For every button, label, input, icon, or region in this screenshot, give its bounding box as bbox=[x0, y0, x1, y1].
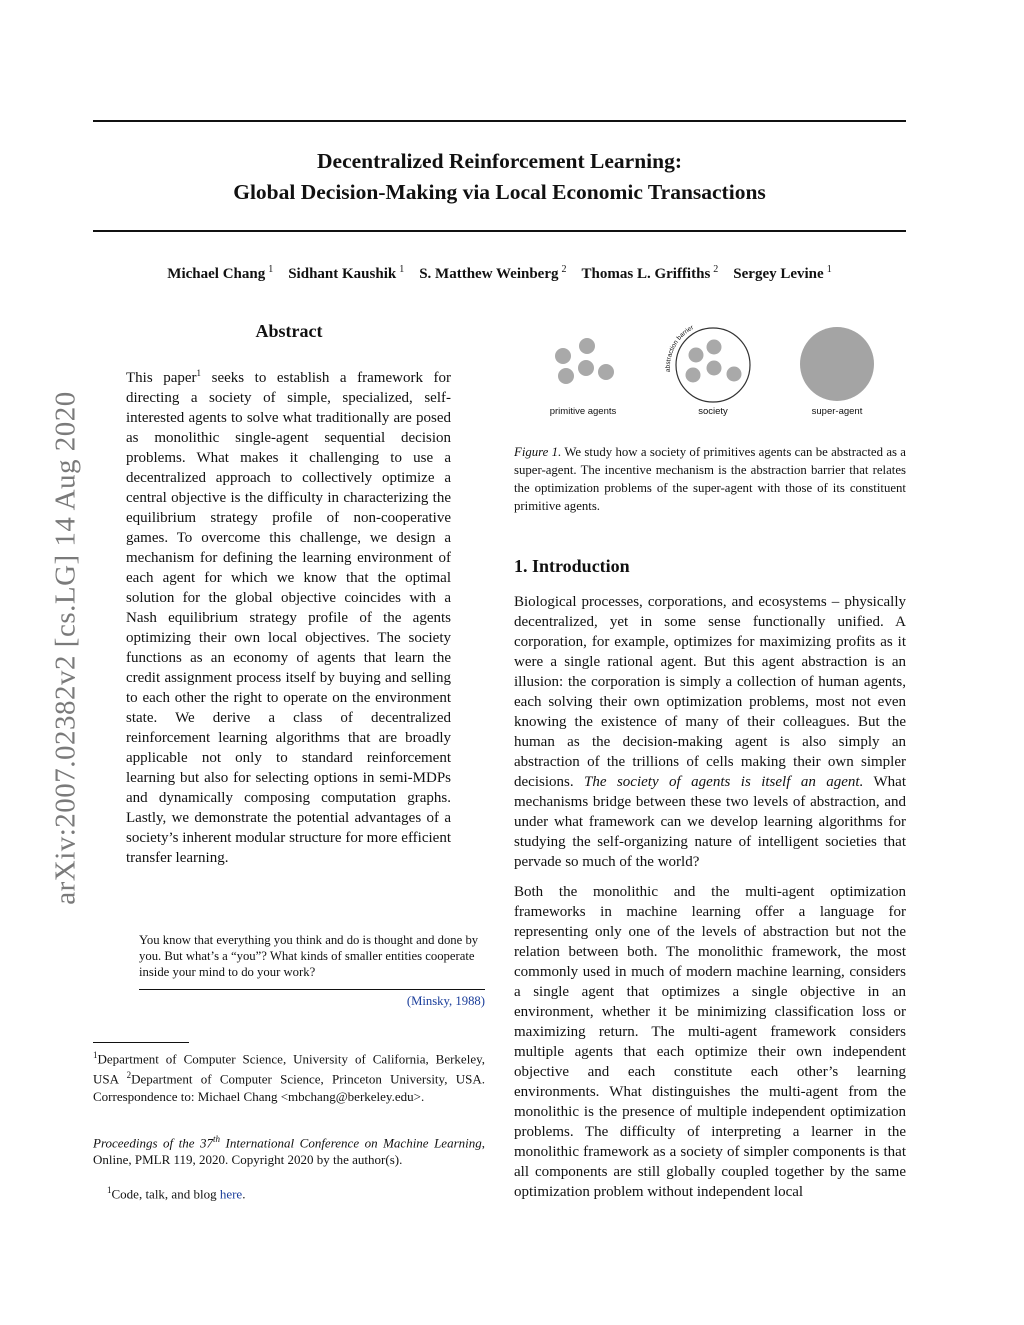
author-name: Thomas L. Griffiths bbox=[581, 266, 711, 282]
society-agent bbox=[707, 361, 722, 376]
epigraph-rule bbox=[139, 989, 485, 990]
author-name: Sergey Levine bbox=[733, 266, 824, 282]
society-agent bbox=[689, 348, 704, 363]
author-affiliation: 1 bbox=[268, 264, 274, 275]
abstraction-barrier-label: abstraction barrier bbox=[664, 324, 695, 373]
introduction-heading: 1. Introduction bbox=[514, 556, 630, 576]
figure-label-super-agent: super-agent bbox=[811, 406, 863, 417]
introduction-paragraph-2 bbox=[514, 882, 906, 1202]
proceedings-italic: Proceedings of the bbox=[93, 1135, 201, 1151]
author-affiliation: 2 bbox=[561, 264, 567, 275]
primitive-agent bbox=[558, 368, 574, 384]
intro-p1-emphasis: The society of agents is itself an agent. bbox=[584, 774, 864, 790]
introduction-paragraph-1 bbox=[514, 592, 906, 872]
intro-p2-text: Both the monolithic and the multi-agent optimization frameworks in machine learning offer a language for representing only one of the levels of abstraction but not the relation between both. The monolithic framework, the most commonly used in much of modern machine learning, considers a single agent that optimizes a single objective in an environment, whether it be minimizing classification loss or maximizing return. The multi-agent framework considers multiple agents that each optimize their own independent objective and each constitute each other’s learning environments. What distinguishes the multi-agent from the monolithic is the presence of multiple independent optimization problems. The difficulty of interpreting a learner in the monolithic framework as a society of simpler components is that all components are still globally coupled together by the same optimization problem without independent local bbox=[514, 884, 906, 1200]
paper-title bbox=[93, 146, 906, 208]
primitive-agent bbox=[578, 360, 594, 376]
author-name: Michael Chang bbox=[167, 266, 266, 282]
society-agent bbox=[686, 368, 701, 383]
proceedings-number: 37 bbox=[200, 1135, 214, 1151]
affiliation-2: Department of Computer Science, Princeton University, USA. Correspondence to: Michael Chang <mbchang@berkeley.edu>. bbox=[93, 1071, 485, 1104]
super-agent-circle bbox=[800, 327, 874, 401]
footnote-rule bbox=[93, 1042, 189, 1043]
intro-p1-text-a: Biological processes, corporations, and ecosystems – physically decentralized, yet in some sense functionally unified. A corporation, for example, optimizes for maximizing profits as it were a single rational agent. But this agent abstraction is an illusion: the corporation is simply a collection of human agents, each solving their own optimization problems, most not even knowing the existence of many of their colleagues. But the human as the decision-making agent is also simply an abstraction of the trillions of cells making their own simpler decisions. bbox=[514, 594, 906, 790]
society-agent bbox=[727, 367, 742, 382]
epigraph-citation[interactable]: (Minsky, 1988) bbox=[406, 994, 485, 1008]
code-footnote-text: Code, talk, and blog bbox=[111, 1186, 220, 1202]
figure-label-primitive: primitive agents bbox=[549, 406, 617, 417]
figure-1 bbox=[530, 320, 900, 420]
proceedings-details: , Online, PMLR 119, 2020. Copyright 2020 by the author(s). bbox=[93, 1135, 485, 1168]
primitive-agent bbox=[579, 338, 595, 354]
author-affiliation: 2 bbox=[713, 264, 719, 275]
author-name: Sidhant Kaushik bbox=[288, 266, 397, 282]
code-link[interactable]: here bbox=[219, 1186, 243, 1202]
society-agent bbox=[707, 340, 722, 355]
abstract-lead: This paper bbox=[126, 370, 197, 386]
affiliation-footnote bbox=[93, 1047, 485, 1105]
figure-1-diagram bbox=[530, 320, 900, 420]
figure-label-society: society bbox=[698, 406, 728, 417]
author-affiliation: 1 bbox=[399, 264, 405, 275]
title-top-rule bbox=[93, 120, 906, 122]
primitive-agent bbox=[598, 364, 614, 380]
epigraph-quote: You know that everything you think and do is thought and done by you. But what’s a “you”? What kinds of smaller entities cooperate inside your mind to do your work? bbox=[139, 933, 479, 979]
abstract-text: seeks to establish a framework for directing a society of simple, specialized, self-interested agents to solve what traditionally are posed as monolithic single-agent sequential decision problems. What makes it challenging to use a decentralized approach to collectively optimize a central objective is the difficulty in characterizing the equilibrium strategy profile of non-cooperative games. To overcome this challenge, we design a mechanism for defining the learning environment of each agent for which we know that the optimal solution for the global objective coincides with a Nash equilibrium strategy profile of the agents optimizing their own local objectives. The society functions as an economy of agents that learn the credit assignment process itself by buying and selling to each other the right to operate on the environment state. We derive a class of decentralized reinforcement learning algorithms that are broadly applicable not only to standard reinforcement learning but also for selecting options in semi-MDPs and dynamically composing computation graphs. Lastly, we demonstrate the potential advantages of a society’s inherent modular structure for more efficient transfer learning. bbox=[126, 370, 451, 866]
proceedings-note bbox=[93, 1131, 485, 1168]
title-line-2: Global Decision-Making via Local Economic Transactions bbox=[233, 180, 766, 204]
author-list bbox=[93, 264, 906, 283]
footnote-mark: 1 bbox=[93, 1050, 98, 1060]
figure-caption-label: Figure 1. bbox=[514, 445, 562, 459]
figure-1-caption bbox=[514, 443, 906, 515]
code-footnote bbox=[93, 1182, 485, 1202]
author-name: S. Matthew Weinberg bbox=[419, 266, 559, 282]
primitive-agent bbox=[555, 348, 571, 364]
intro-p1-text-b: What mechanisms bridge between these two levels of abstraction, and under what framework can we develop learning algorithms for studying the self-organizing nature of intelligent societies that pervade so much of the world? bbox=[514, 774, 906, 870]
footnote-mark: 2 bbox=[126, 1070, 132, 1081]
proceedings-venue: International Conference on Machine Learning bbox=[220, 1135, 482, 1151]
arxiv-stamp: arXiv:2007.02382v2 [cs.LG] 14 Aug 2020 bbox=[49, 391, 82, 905]
abstract-body bbox=[126, 363, 451, 868]
title-line-1: Decentralized Reinforcement Learning: bbox=[317, 149, 682, 173]
title-bottom-rule bbox=[93, 230, 906, 232]
proceedings-ordinal: th bbox=[213, 1134, 221, 1144]
abstract-footnote-mark: 1 bbox=[196, 368, 202, 378]
footnote-mark: 1 bbox=[107, 1185, 112, 1195]
abstract-heading: Abstract bbox=[255, 321, 323, 341]
figure-caption-text: We study how a society of primitives agents can be abstracted as a super-agent. The incentive mechanism is the abstraction barrier that relates the optimization problems of the super-agent with those of its constituent primitive agents. bbox=[514, 445, 906, 513]
code-footnote-end: . bbox=[242, 1186, 246, 1202]
author-affiliation: 1 bbox=[826, 264, 832, 275]
affiliation-1: Department of Computer Science, University of California, Berkeley, USA bbox=[93, 1051, 485, 1087]
